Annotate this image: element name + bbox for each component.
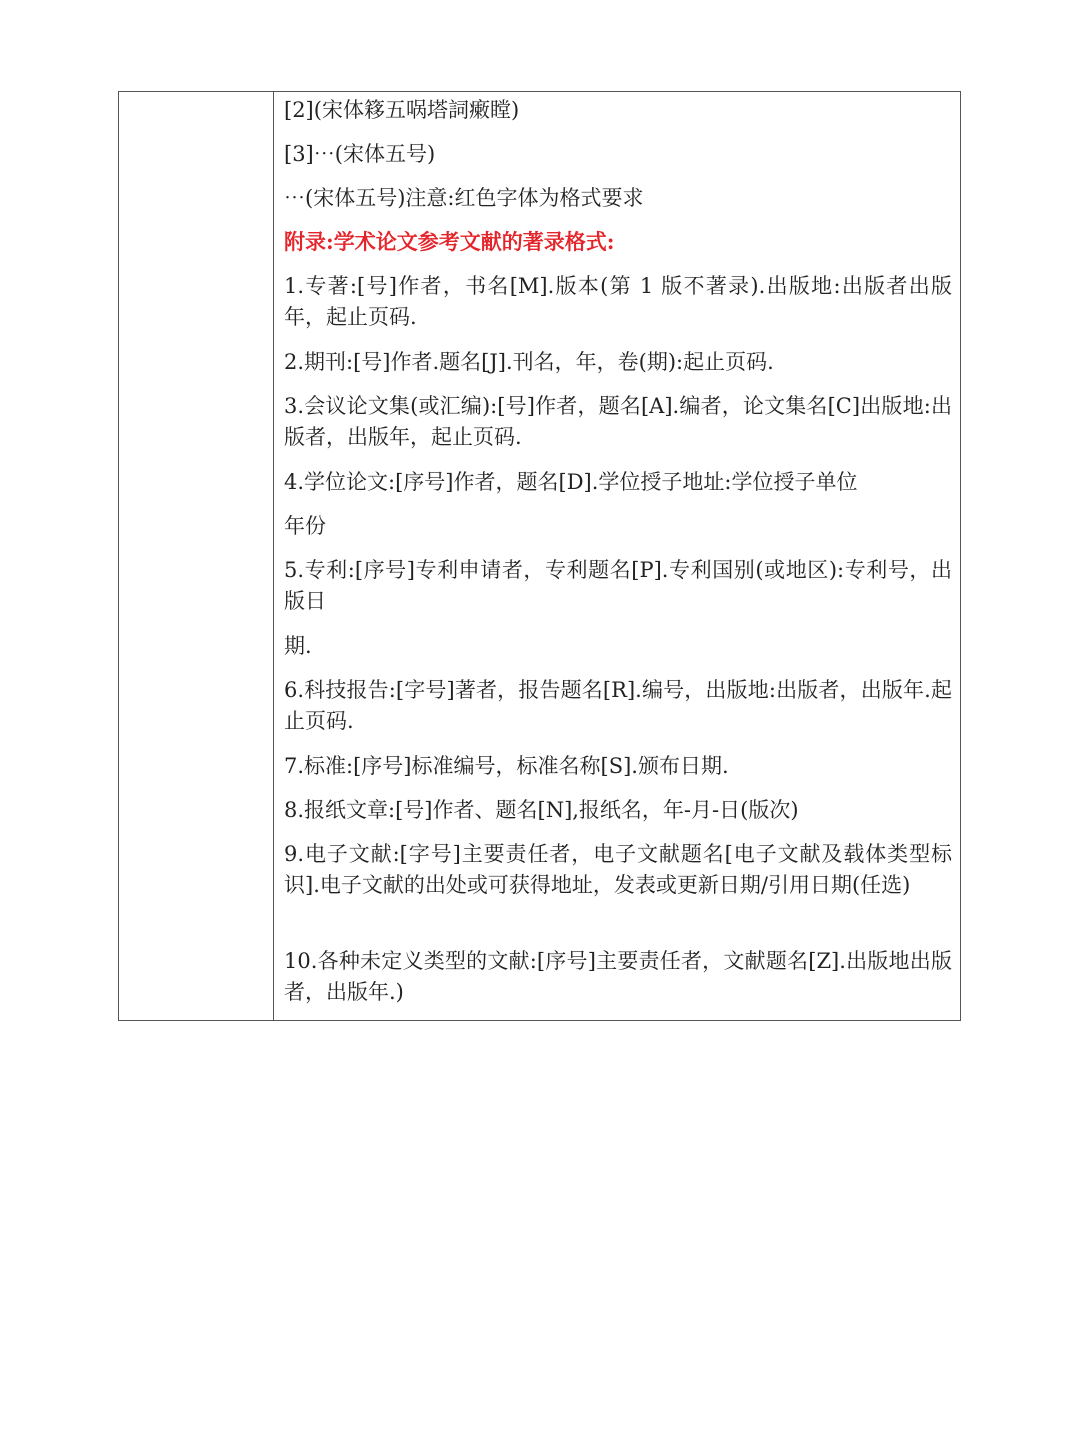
format-item-patent: 5.专利:[序号]专利申请者，专利题名[P].专利国别(或地区):专利号，出版日 [284,558,952,613]
appendix-heading: 附录:学术论文参考文献的著录格式: [284,229,615,254]
format-item-newspaper: 8.报纸文章:[号]作者、题名[N],报纸名，年-月-日(版次) [284,798,799,822]
table-right-cell [274,92,960,1020]
format-item-proceedings: 3.会议论文集(或汇编):[号]作者，题名[A].编者，论文集名[C]出版地:出版者，出版年，起止页码. [284,394,952,449]
format-item-report: 6.科技报告:[字号]著者，报告题名[R].编号，出版地:出版者，出版年.起止页码. [284,678,952,733]
reference-format-table [118,91,961,1021]
format-item-thesis-year: 年份 [284,514,326,538]
format-item-other: 10.各种未定义类型的文献:[序号]主要责任者，文献题名[Z].出版地出版者，出版年.) [284,949,952,1004]
format-item-thesis: 4.学位论文:[序号]作者，题名[D].学位授子地址:学位授子单位 [284,470,858,494]
format-item-patent-end: 期. [284,634,312,658]
format-item-electronic: 9.电子文献:[字号]主要责任者，电子文献题名[电子文献及载体类型标识].电子文献的出处或可获得地址，发表或更新日期/引用日期(任选) [284,842,952,897]
format-item-standard: 7.标准:[序号]标准编号，标准名称[S].颁布日期. [284,754,729,778]
format-item-journal: 2.期刊:[号]作者.题名[J].刊名，年，卷(期):起止页码. [284,350,774,374]
ref-line-2: [2](宋体簃五㖞塔詞瘷瞠) [284,98,520,122]
table-left-cell [119,92,274,1020]
format-note: ⋯(宋体五号)注意:红色字体为格式要求 [284,186,644,210]
ref-line-3: [3]⋯(宋体五号) [284,142,436,166]
format-item-monograph: 1.专著:[号]作者，书名[M].版本(第 1 版不著录).出版地:出版者出版年，起止页码. [284,274,952,329]
